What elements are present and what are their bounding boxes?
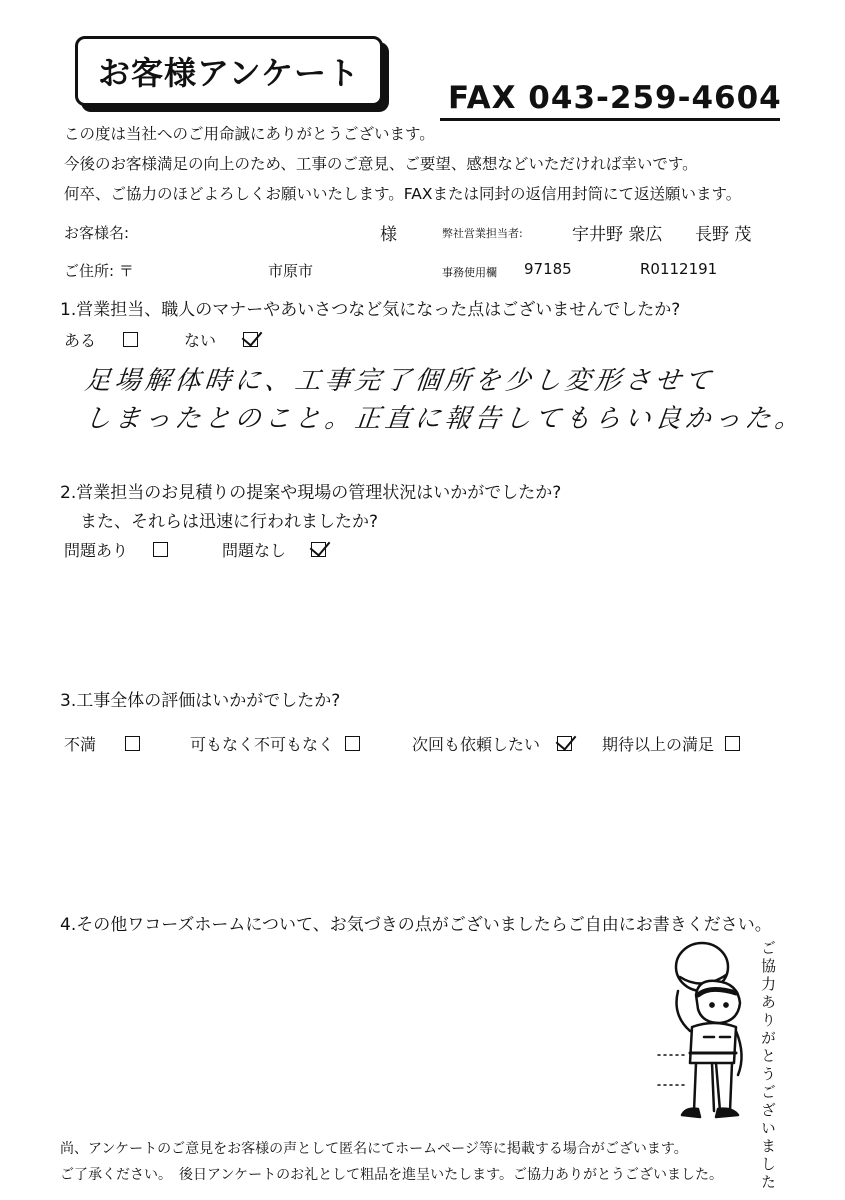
q1-checkbox-yes[interactable] bbox=[123, 332, 138, 347]
address-label: ご住所: 〒 bbox=[64, 262, 134, 280]
intro-line-2: 今後のお客様満足の向上のため、工事のご意見、ご要望、感想などいただければ幸いです。 bbox=[64, 155, 698, 173]
address-city: 市原市 bbox=[268, 262, 314, 280]
q3-option-4[interactable] bbox=[602, 732, 740, 755]
q3-checkbox-1[interactable] bbox=[125, 736, 140, 751]
question-4: 4.その他ワコーズホームについて、お気づきの点がございましたらご自由にお書きください。 bbox=[60, 915, 772, 935]
q1-checkbox-no[interactable] bbox=[243, 332, 258, 347]
intro-line-1: この度は当社へのご用命誠にありがとうございます。 bbox=[64, 125, 435, 143]
customer-name-label: お客様名: bbox=[64, 224, 130, 242]
rep-name-1: 宇井野 衆広 bbox=[572, 225, 663, 245]
q3-option-1-label: 不満 bbox=[64, 735, 97, 754]
bowing-worker-illustration bbox=[650, 935, 760, 1135]
q2-option-issue-label: 問題あり bbox=[64, 541, 129, 560]
q1-option-no[interactable] bbox=[184, 328, 258, 351]
question-2-sub: また、それらは迅速に行われましたか? bbox=[80, 512, 379, 532]
page-title: お客様アンケート bbox=[75, 36, 383, 106]
q2-option-noissue[interactable] bbox=[222, 538, 326, 561]
footer-line-2: ご了承ください。 後日アンケートのお礼として粗品を進呈いたします。ご協力ありがとうございました。 bbox=[60, 1167, 724, 1183]
q3-option-4-label: 期待以上の満足 bbox=[602, 735, 715, 754]
q1-option-yes-label: ある bbox=[64, 331, 97, 350]
fax-underline bbox=[440, 118, 780, 121]
question-3: 3.工事全体の評価はいかがでしたか? bbox=[60, 691, 341, 711]
q3-option-1[interactable] bbox=[64, 732, 140, 755]
q1-answer-line-1: 足場解体時に、工事完了個所を少し変形させて bbox=[83, 366, 717, 396]
rep-name-2: 長野 茂 bbox=[695, 225, 752, 245]
q1-option-no-label: ない bbox=[184, 331, 217, 350]
thanks-vertical-text: ご協力ありがとうございました bbox=[759, 940, 777, 1192]
q1-answer-line-2: しまったとのこと。正直に報告してもらい良かった。 bbox=[83, 404, 807, 434]
rep-label: 弊社営業担当者: bbox=[442, 227, 523, 240]
q2-option-issue[interactable] bbox=[64, 538, 168, 561]
question-2: 2.営業担当のお見積りの提案や現場の管理状況はいかがでしたか? bbox=[60, 483, 562, 503]
q3-checkbox-4[interactable] bbox=[725, 736, 740, 751]
q2-checkbox-issue[interactable] bbox=[153, 542, 168, 557]
q3-checkbox-3[interactable] bbox=[557, 736, 572, 751]
office-code-2: R0112191 bbox=[640, 260, 718, 278]
office-code-1: 97185 bbox=[524, 260, 572, 278]
q3-option-2-label: 可もなく不可もなく bbox=[190, 735, 335, 754]
q2-checkbox-noissue[interactable] bbox=[311, 542, 326, 557]
q3-option-3-label: 次回も依頼したい bbox=[412, 735, 541, 754]
intro-line-3: 何卒、ご協力のほどよろしくお願いいたします。FAXまたは同封の返信用封筒にて返送願います。 bbox=[64, 185, 742, 203]
honorific: 様 bbox=[380, 225, 397, 245]
q2-option-noissue-label: 問題なし bbox=[222, 541, 287, 560]
q3-option-2[interactable] bbox=[190, 732, 360, 755]
q3-checkbox-2[interactable] bbox=[345, 736, 360, 751]
q3-option-3[interactable] bbox=[412, 732, 572, 755]
office-use-label: 事務使用欄 bbox=[442, 266, 497, 279]
q1-option-yes[interactable] bbox=[64, 328, 138, 351]
footer-line-1: 尚、アンケートのご意見をお客様の声として匿名にてホームページ等に掲載する場合がございます。 bbox=[60, 1141, 688, 1157]
question-1: 1.営業担当、職人のマナーやあいさつなど気になった点はございませんでしたか? bbox=[60, 300, 681, 320]
fax-number: FAX 043-259-4604 bbox=[448, 80, 782, 116]
